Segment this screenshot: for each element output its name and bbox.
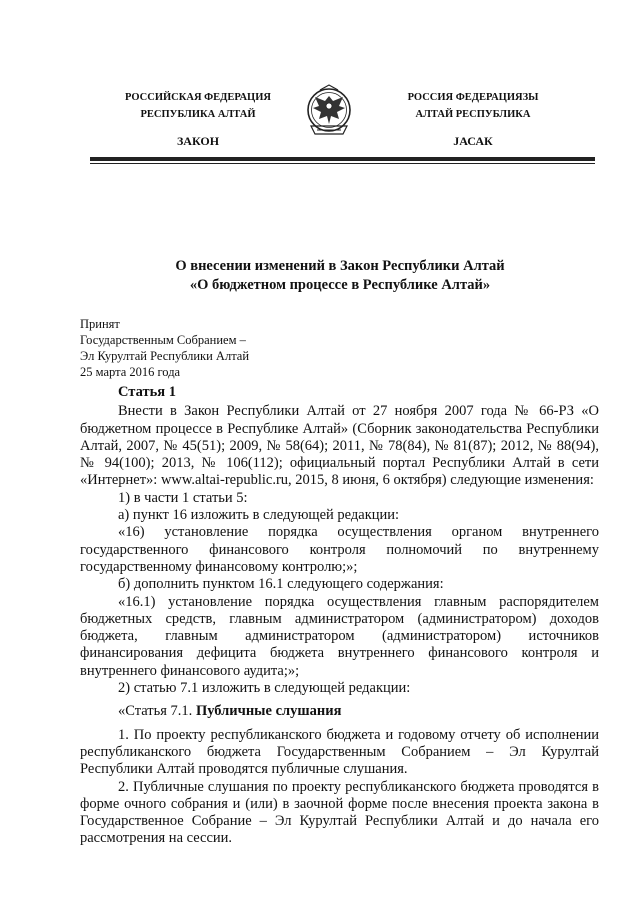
paragraph: 2. Публичные слушания по проекту республиканского бюджета проводятся в форме очного собрания и (или) в заочной форме после внесения проекта закона в Государственное Собрание – Эл Курултай Республики Алтай и до начала его рассмотрения на сессии.: [80, 778, 599, 847]
law-body: [80, 384, 599, 848]
adopted-line3: Эл Курултай Республики Алтай: [80, 349, 250, 363]
paragraph: 2) статью 7.1 изложить в следующей редакции:: [118, 680, 411, 697]
header-left-line2: РЕСПУБЛИКА АЛТАЙ: [140, 109, 256, 120]
header-divider-thin: [90, 163, 595, 164]
adopted-line1: Принят: [80, 317, 120, 331]
adoption-info: [80, 316, 380, 380]
header-right: [383, 89, 563, 150]
header-left-kind: ЗАКОН: [176, 134, 220, 148]
adopted-date: 25 марта 2016 года: [80, 365, 181, 379]
paragraph: 1. По проекту республиканского бюджета и годовому отчету об исполнении республиканского бюджета Государственным Собранием – Эл Курултай Республики Алтай проводятся публичные слушания.: [80, 726, 599, 778]
coat-of-arms-emblem-icon: [303, 82, 355, 144]
paragraph: «16) установление порядка осуществления органом внутреннего государственного финансового контроля полномочий по внутреннему государственному финансовому контролю;»;: [80, 524, 599, 575]
paragraph: 1) в части 1 статьи 5:: [118, 489, 248, 506]
adopted-line2: Государственным Собранием –: [80, 333, 246, 347]
title-line1: О внесении изменений в Закон Республики Алтай: [175, 258, 505, 274]
header-left: [108, 89, 288, 150]
header-right-kind: JАСАК: [453, 134, 493, 148]
article-7-1-prefix: «Статья 7.1.: [118, 703, 196, 720]
paragraph: Внести в Закон Республики Алтай от 27 ноября 2007 года № 66-РЗ «О бюджетном процессе в Республике Алтай» (Сборник законодательства Республики Алтай, 2007, № 45(51); 2009, № 58(64); 2011, № 78(84), № 81(87); 2012, № 88(94), № 94(100); 2013, № 106(112); официальный портал Республики Алтай в сети «Интернет»: www.altai-republic.ru, 2015, 8 июня, 6 октября) следующие изменения:: [80, 403, 599, 489]
header-right-line2: АЛТАЙ РЕСПУБЛИКА: [415, 109, 531, 120]
header-right-line1: РОССИЯ ФЕДЕРАЦИЯЗЫ: [407, 92, 539, 103]
article-7-1-heading: [80, 703, 599, 720]
header-left-line1: РОССИЙСКАЯ ФЕДЕРАЦИЯ: [125, 92, 271, 103]
article-1-heading: Статья 1: [118, 384, 176, 400]
paragraph: «16.1) установление порядка осуществления главным распорядителем бюджетных средств, главным администратором (администратором) доходов бюджета, главным администратором (администратором) источников финансирования дефицита бюджета внутреннего финансового контроля и внутреннего финансового аудита;»;: [80, 593, 599, 679]
article-7-1-title: Публичные слушания: [195, 703, 342, 720]
paragraph: б) дополнить пунктом 16.1 следующего содержания:: [118, 576, 444, 593]
title-line2: «О бюджетном процессе в Республике Алтай»: [189, 277, 491, 293]
document-title: [80, 257, 600, 295]
header-divider-thick: [90, 157, 595, 161]
paragraph: а) пункт 16 изложить в следующей редакции:: [118, 507, 400, 524]
